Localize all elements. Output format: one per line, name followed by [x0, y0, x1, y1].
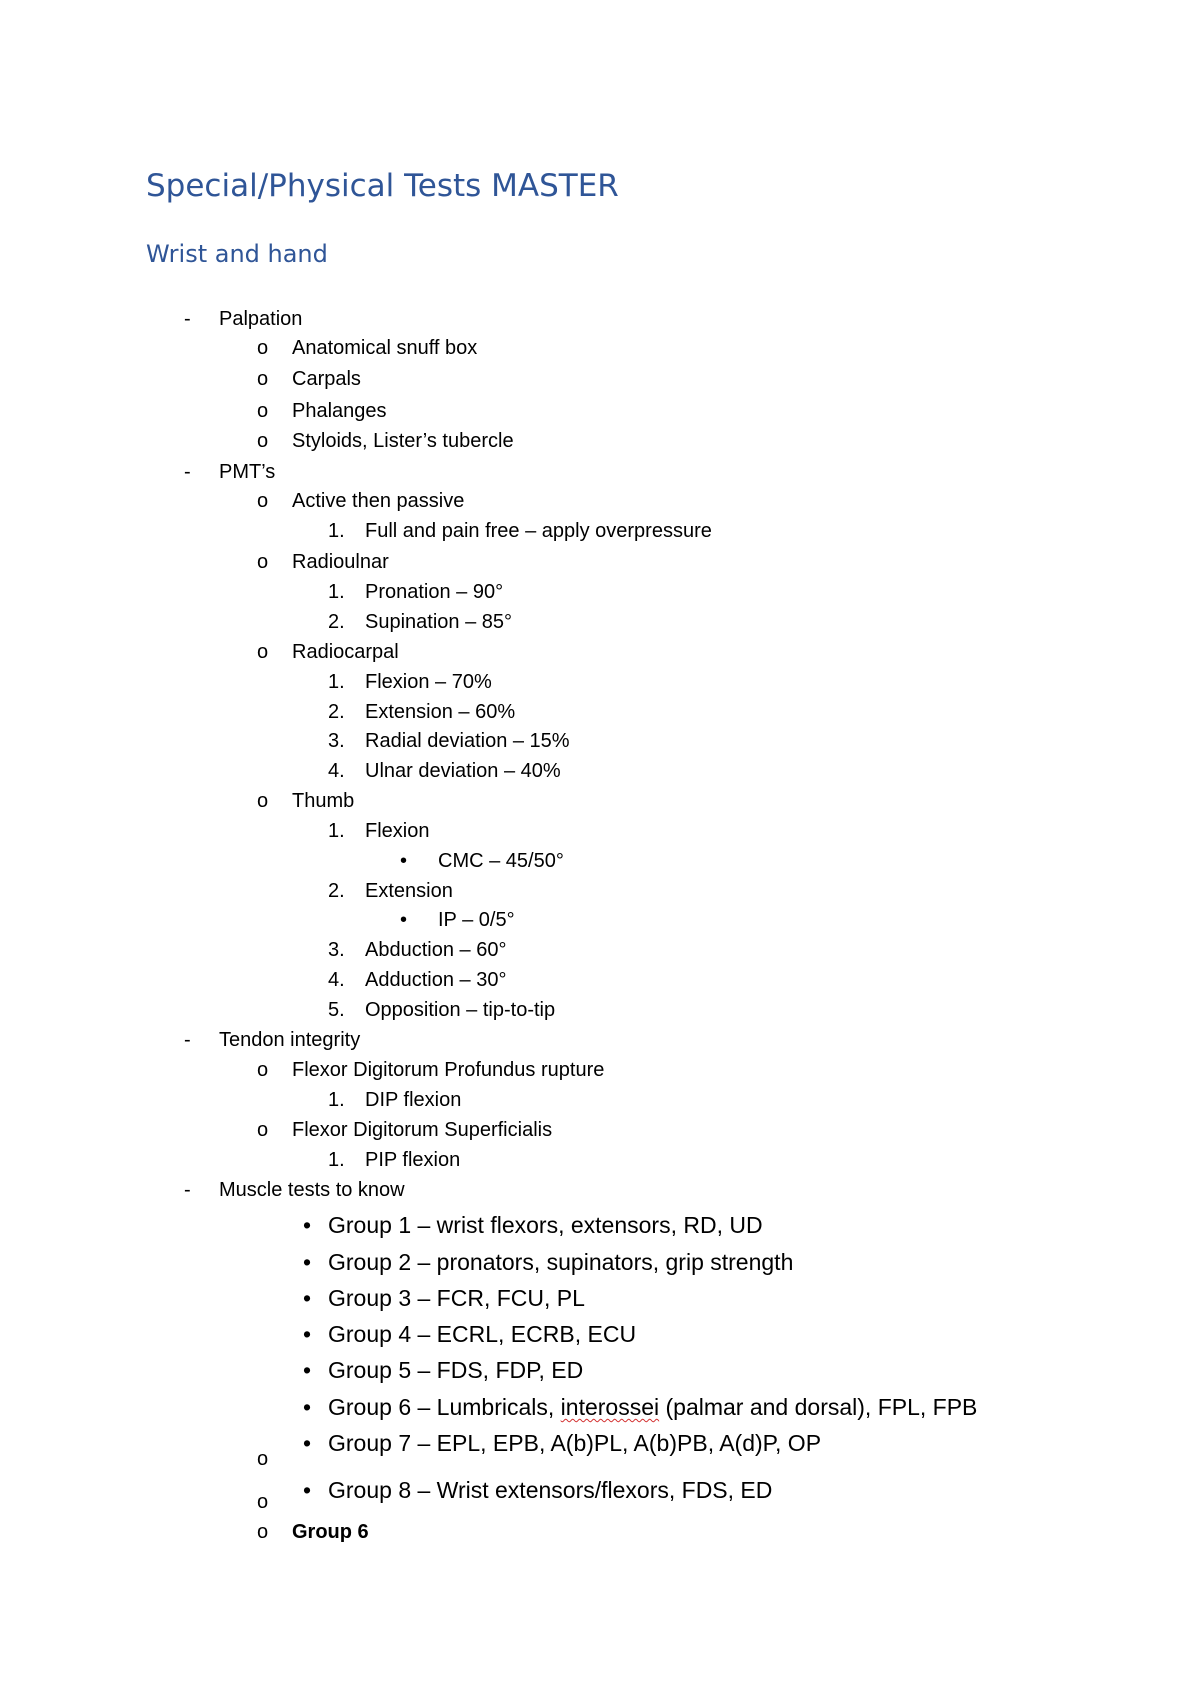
- circle-marker: o: [257, 1119, 269, 1141]
- circle-marker: o: [257, 1521, 269, 1543]
- list-number: 1.: [328, 1149, 345, 1171]
- list-item: CMC – 45/50°: [438, 850, 564, 872]
- circle-marker: o: [257, 1448, 269, 1470]
- list-number: 4.: [328, 969, 345, 991]
- circle-marker: o: [257, 1059, 269, 1081]
- muscle-group: Group 2 – pronators, supinators, grip strength: [328, 1249, 794, 1275]
- list-number: 3.: [328, 730, 345, 752]
- dash-marker: -: [184, 1029, 191, 1051]
- list-number: 1.: [328, 1089, 345, 1111]
- circle-marker: o: [257, 1491, 269, 1513]
- list-item: Phalanges: [292, 400, 387, 422]
- dash-marker: -: [184, 1179, 191, 1201]
- bullet-marker: •: [303, 1357, 312, 1383]
- bullet-marker: •: [400, 909, 408, 931]
- list-item: IP – 0/5°: [438, 909, 515, 931]
- list-item: Radioulnar: [292, 551, 389, 573]
- bullet-marker: •: [303, 1394, 312, 1420]
- list-item-palpation: Palpation: [219, 308, 303, 330]
- list-item: Pronation – 90°: [365, 581, 504, 603]
- list-item-muscle: Muscle tests to know: [219, 1179, 405, 1201]
- list-item: Opposition – tip-to-tip: [365, 999, 556, 1021]
- list-item: Carpals: [292, 368, 361, 390]
- list-item: Flexion – 70%: [365, 671, 492, 693]
- list-item: Active then passive: [292, 490, 465, 512]
- list-item: Extension – 60%: [365, 701, 516, 723]
- dash-marker: -: [184, 308, 191, 330]
- list-item: Flexion: [365, 820, 430, 842]
- muscle-group: Group 4 – ECRL, ECRB, ECU: [328, 1321, 637, 1347]
- list-item: Flexor Digitorum Profundus rupture: [292, 1059, 605, 1081]
- bullet-marker: •: [400, 850, 408, 872]
- list-item: Ulnar deviation – 40%: [365, 760, 561, 782]
- circle-marker: o: [257, 337, 269, 359]
- list-item: Flexor Digitorum Superficialis: [292, 1119, 553, 1141]
- document-title: Special/Physical Tests MASTER: [146, 168, 619, 204]
- circle-marker: o: [257, 368, 269, 390]
- bullet-marker: •: [303, 1430, 312, 1456]
- list-item: Supination – 85°: [365, 611, 513, 633]
- list-item: PIP flexion: [365, 1149, 461, 1171]
- bullet-marker: •: [303, 1249, 312, 1275]
- list-item: DIP flexion: [365, 1089, 462, 1111]
- list-number: 2.: [328, 611, 345, 633]
- list-item: Extension: [365, 880, 453, 902]
- list-number: 4.: [328, 760, 345, 782]
- circle-marker: o: [257, 490, 269, 512]
- circle-marker: o: [257, 551, 269, 573]
- muscle-group: Group 1 – wrist flexors, extensors, RD, UD: [328, 1212, 763, 1238]
- muscle-group: Group 7 – EPL, EPB, A(b)PL, A(b)PB, A(d)P, OP: [328, 1430, 822, 1456]
- list-item: Adduction – 30°: [365, 969, 507, 991]
- muscle-group: [328, 1393, 977, 1421]
- list-item-pmts: PMT’s: [219, 461, 276, 483]
- bullet-marker: •: [303, 1212, 312, 1238]
- circle-marker: o: [257, 400, 269, 422]
- section-heading: Wrist and hand: [146, 240, 328, 268]
- circle-marker: o: [257, 641, 269, 663]
- muscle-group-text: (palmar and dorsal), FPL, FPB: [659, 1394, 978, 1420]
- list-item-tendon: Tendon integrity: [219, 1029, 361, 1051]
- list-item: Styloids, Lister’s tubercle: [292, 430, 514, 452]
- list-item: Full and pain free – apply overpressure: [365, 520, 712, 542]
- muscle-group: Group 3 – FCR, FCU, PL: [328, 1285, 585, 1311]
- circle-marker: o: [257, 790, 269, 812]
- list-number: 2.: [328, 701, 345, 723]
- list-item-bold: Group 6: [292, 1521, 369, 1543]
- list-number: 5.: [328, 999, 345, 1021]
- bullet-marker: •: [303, 1285, 312, 1311]
- list-number: 3.: [328, 939, 345, 961]
- muscle-group-text: Group 6 – Lumbricals,: [328, 1394, 561, 1420]
- list-number: 1.: [328, 671, 345, 693]
- list-number: 1.: [328, 820, 345, 842]
- muscle-group: Group 5 – FDS, FDP, ED: [328, 1357, 584, 1383]
- list-number: 1.: [328, 520, 345, 542]
- dash-marker: -: [184, 461, 191, 483]
- muscle-group: Group 8 – Wrist extensors/flexors, FDS, ED: [328, 1477, 773, 1503]
- list-item: Radiocarpal: [292, 641, 399, 663]
- list-number: 2.: [328, 880, 345, 902]
- bullet-marker: •: [303, 1477, 312, 1503]
- list-item: Abduction – 60°: [365, 939, 507, 961]
- circle-marker: o: [257, 430, 269, 452]
- bullet-marker: •: [303, 1321, 312, 1347]
- list-item: Radial deviation – 15%: [365, 730, 570, 752]
- list-number: 1.: [328, 581, 345, 603]
- spellcheck-word: interossei: [560, 1394, 660, 1420]
- list-item: Anatomical snuff box: [292, 337, 478, 359]
- list-item: Thumb: [292, 790, 355, 812]
